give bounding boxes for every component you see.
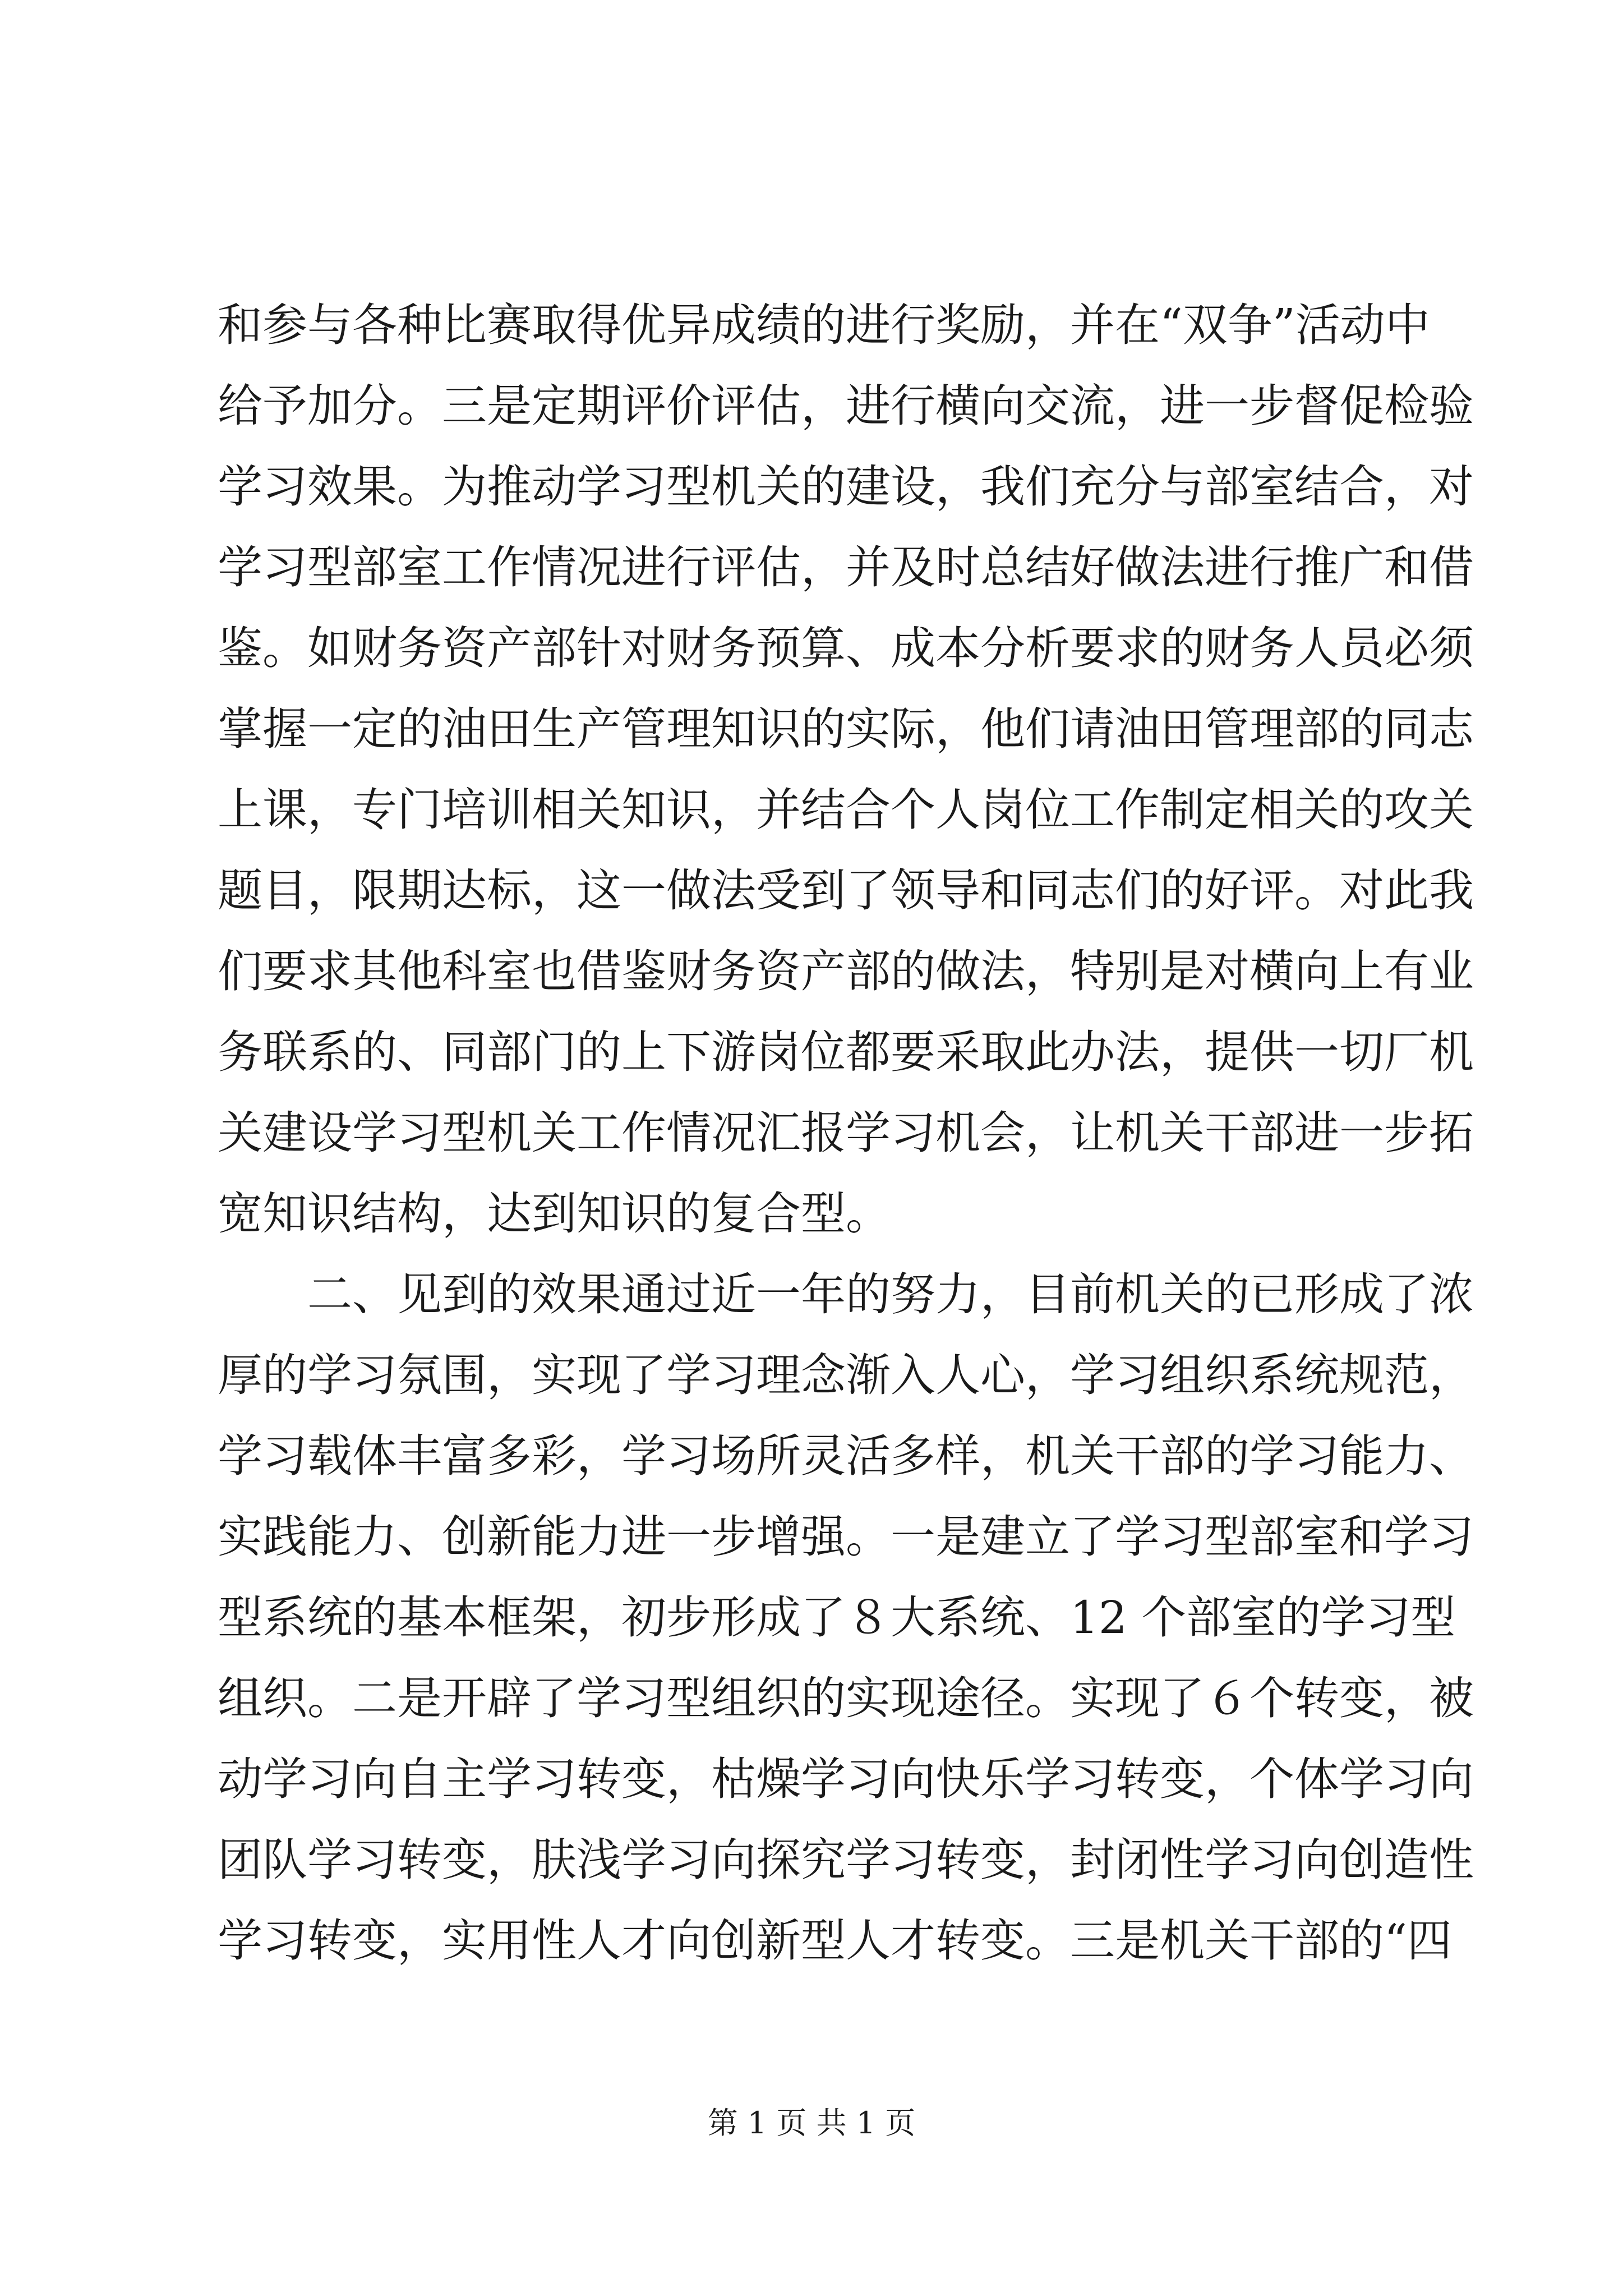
- text-line: 题目，限期达标，这一做法受到了领导和同志们的好评。对此我: [218, 864, 1474, 917]
- text-line: 给予加分。三是定期评价评估，进行横向交流，进一步督促检验: [218, 380, 1474, 432]
- text-line: 掌握一定的油田生产管理知识的实际，他们请油田管理部的同志: [218, 703, 1474, 755]
- text-line: 关建设学习型机关工作情况汇报学习机会，让机关干部进一步拓: [218, 1107, 1474, 1159]
- text-line: 厚的学习氛围，实现了学习理念渐入人心，学习组织系统规范，: [218, 1349, 1474, 1401]
- text-line: 们要求其他科室也借鉴财务资产部的做法，特别是对横向上有业: [218, 945, 1474, 997]
- text-line: 学习转变，实用性人才向创新型人才转变。三是机关干部的“四: [218, 1915, 1452, 1967]
- text-line: 型系统的基本框架，初步形成了８大系统、12 个部室的学习型: [218, 1591, 1456, 1644]
- text-line: 动学习向自主学习转变，枯燥学习向快乐学习转变，个体学习向: [218, 1753, 1474, 1805]
- text-line: 学习效果。为推动学习型机关的建设，我们充分与部室结合，对: [218, 461, 1474, 513]
- page-footer: [0, 2101, 1623, 2146]
- text-line: 宽知识结构，达到知识的复合型。: [218, 1188, 891, 1240]
- text-line: 学习载体丰富多彩，学习场所灵活多样，机关干部的学习能力、: [218, 1430, 1474, 1482]
- text-line: 务联系的、同部门的上下游岗位都要采取此办法，提供一切厂机: [218, 1026, 1474, 1078]
- text-line: 和参与各种比赛取得优异成绩的进行奖励，并在“双争”活动中: [218, 299, 1430, 351]
- text-line: 团队学习转变，肤浅学习向探究学习转变，封闭性学习向创造性: [218, 1834, 1474, 1886]
- text-line: 学习型部室工作情况进行评估，并及时总结好做法进行推广和借: [218, 541, 1474, 593]
- text-line: 实践能力、创新能力进一步增强。一是建立了学习型部室和学习: [218, 1511, 1474, 1563]
- text-line: 上课，专门培训相关知识，并结合个人岗位工作制定相关的攻关: [218, 784, 1474, 836]
- page-number-label: 第 1 页 共 1 页: [707, 2105, 916, 2141]
- text-line: 组织。二是开辟了学习型组织的实现途径。实现了６个转变，被: [218, 1672, 1474, 1724]
- body-text: [218, 285, 1474, 1981]
- paragraph-start-line: 二、见到的效果通过近一年的努力，目前机关的已形成了浓: [307, 1268, 1474, 1320]
- text-line: 鉴。如财务资产部针对财务预算、成本分析要求的财务人员必须: [218, 622, 1474, 674]
